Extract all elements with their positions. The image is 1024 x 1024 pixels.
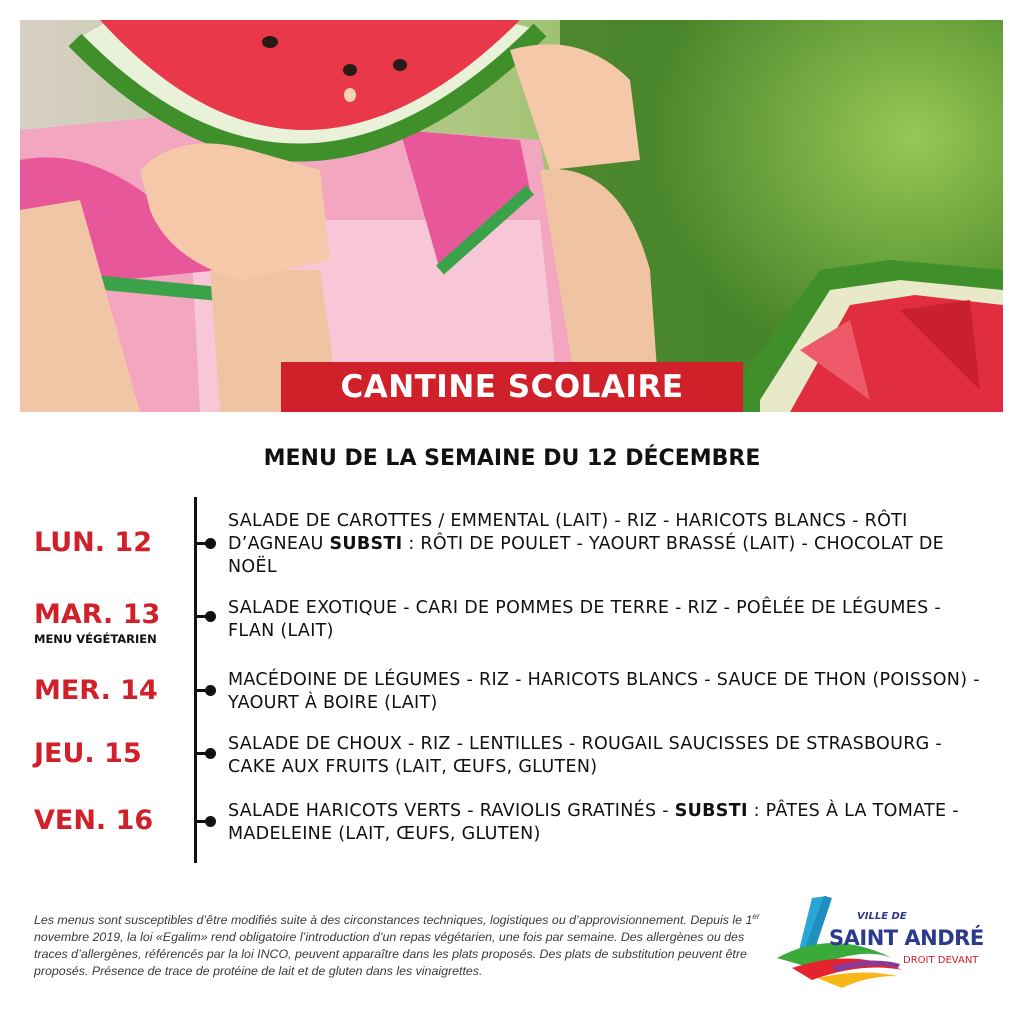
hero-photo (20, 20, 1003, 412)
day-label: JEU. 15 (34, 738, 142, 769)
timeline-dot (205, 611, 216, 622)
day-label: VEN. 16 (34, 805, 154, 836)
page-banner (281, 362, 743, 412)
timeline-dot (205, 816, 216, 827)
timeline-line (194, 497, 197, 863)
menu-text: MACÉDOINE DE LÉGUMES - RIZ - HARICOTS BLANCS - SAUCE DE THON (POISSON) - YAOURT À BOIRE (LAIT) (228, 670, 980, 713)
logo-name: SAINT ANDRÉ (829, 926, 984, 950)
timeline-dot (205, 538, 216, 549)
disclaimer-text: Les menus sont susceptibles d’être modifiés suite à des circonstances techniques, logistiques ou d’approvisionnement. Depuis le 1er novembre 2019, la loi «Egalim» rend obligatoire l’introduction d’un repas végétarien, une fois par semaine. Des allergènes ou des traces d’allergènes, référencés par la loi INCO, peuvent apparaître dans les plats proposés. Des plats de substitution peuvent être proposés. Présence de trace de protéine de lait et de gluten dans les vinaigrettes. (34, 912, 760, 979)
logo-tagline: DROIT DEVANT (903, 955, 979, 966)
menu-text: SALADE DE CAROTTES / EMMENTAL (LAIT) - RIZ - HARICOTS BLANCS - RÔTI D’AGNEAU SUBSTI : RÔTI DE POULET - YAOURT BRASSÉ (LAIT) - CHOCOLAT DE NOËL (228, 511, 944, 577)
timeline-dot (205, 685, 216, 696)
menu-text: SALADE DE CHOUX - RIZ - LENTILLES - ROUGAIL SAUCISSES DE STRASBOURG - CAKE AUX FRUITS (LAIT, ŒUFS, GLUTEN) (228, 734, 942, 777)
banner-title: CANTINE SCOLAIRE (340, 369, 684, 405)
menu-text: SALADE EXOTIQUE - CARI DE POMMES DE TERRE - RIZ - POÊLÉE DE LÉGUMES - FLAN (LAIT) (228, 598, 942, 641)
menu-text: SALADE HARICOTS VERTS - RAVIOLIS GRATINÉS - SUBSTI : PÂTES À LA TOMATE - MADELEINE (LAIT, ŒUFS, GLUTEN) (228, 801, 959, 844)
day-label: MAR. 13 (34, 599, 161, 630)
day-sublabel: MENU VÉGÉTARIEN (34, 632, 157, 646)
timeline-dot (205, 748, 216, 759)
week-title: MENU DE LA SEMAINE DU 12 DÉCEMBRE (263, 446, 761, 471)
logo-small-text: VILLE DE (857, 911, 907, 922)
hero-illustration (20, 20, 1003, 412)
day-label: MER. 14 (34, 675, 158, 706)
day-label: LUN. 12 (34, 527, 152, 558)
